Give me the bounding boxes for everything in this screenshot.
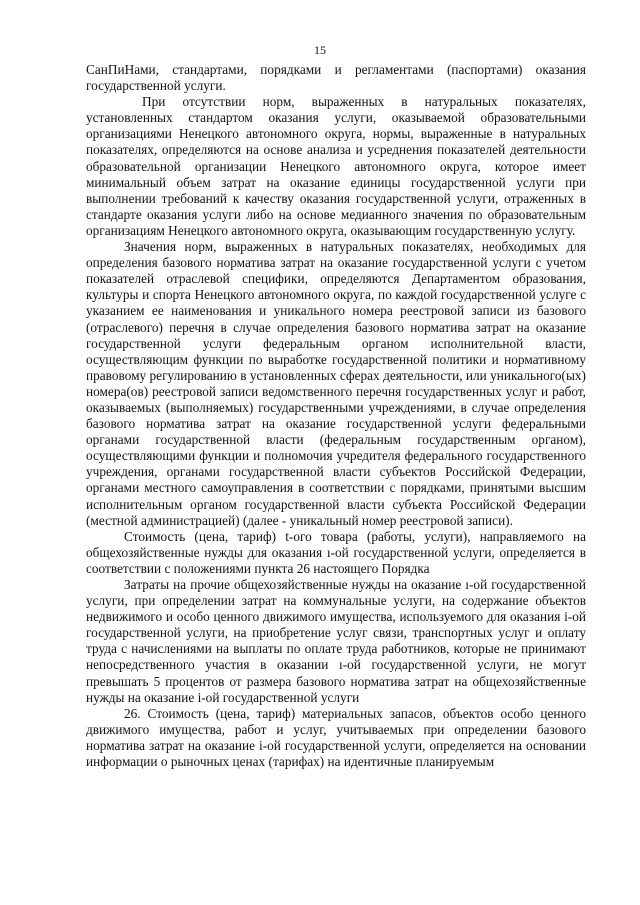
paragraph-norm-values: Значения норм, выраженных в натуральных показателях, необходимых для определения базового норматива затрат на оказание государственной услуги с учетом показателей отраслевой специфики, определяются Департаментом образования, культуры и спорта Ненецкого автономного округа, по каждой государственной услуге с указанием ее наименования и уникального номера реестровой записи из базового (отраслевого) перечня в случае определения базового норматива затрат на оказание государственной услуги федеральным органом исполнительной власти, осуществляющим функции по выработке государственной политики и нормативному правовому регулированию в установленных сферах деятельности, или уникального(ых) номера(ов) реестровой записи ведомственного перечня государственных услуг и работ, оказываемых (выполняемых) государственными учреждениями, в случае определения базового норматива затрат на оказание государственной услуги федеральными органами государственной власти (федеральным государственным органом), осуществляющими функции и полномочия учредителя федерального государственного учреждения, органами государственной власти субъектов Российской Федерации, органами местного самоуправления в соответствии с порядками, принятыми высшим исполнительным органом государственной власти субъекта Российской Федерации (местной администрацией) (далее - уникальный номер реестровой записи). bbox=[86, 239, 586, 528]
document-body bbox=[86, 62, 586, 770]
paragraph-continuation: СанПиНами, стандартами, порядками и регламентами (паспортами) оказания государственной услуги. bbox=[86, 62, 586, 94]
paragraph-other-expenses: Затраты на прочие общехозяйственные нужды на оказание ı-ой государственной услуги, при определении затрат на коммунальные услуги, на содержание объектов недвижимого и особо ценного движимого имущества, используемого для оказания i-ой государственной услуги, на приобретение услуг связи, транспортных услуг и оплату труда с начислениями на выплаты по оплате труда работников, которые не принимают непосредственного участия в оказании ı-ой государственной услуги, не могут превышать 5 процентов от размера базового норматива затрат на общехозяйственные нужды на оказание i-ой государственной услуги bbox=[86, 577, 586, 705]
paragraph-section-26: 26. Стоимость (цена, тариф) материальных запасов, объектов особо ценного движимого имущества, работ и услуг, учитываемых при определении базового норматива затрат на оказание i-ой государственной услуги, определяется на основании информации о рыночных ценах (тарифах) на идентичные планируемым bbox=[86, 705, 586, 770]
paragraph-goods-cost: Стоимость (цена, тариф) t-ого товара (работы, услуги), направляемого на общехозяйственные нужды для оказания ı-ой государственной услуги, определяется в соответствии с положениями пункта 26 настоящего Порядка bbox=[86, 528, 586, 576]
page-number: 15 bbox=[314, 43, 326, 57]
paragraph-norms-absence: При отсутствии норм, выраженных в натуральных показателях, установленных стандартом оказания услуги, оказываемой образовательными организациями Ненецкого автономного округа, нормы, выраженные в натуральных показателях, определяются на основе анализа и усреднения показателей деятельности образовательной организации Ненецкого автономного округа, которое имеет минимальный объем затрат на оказание единицы государственной услуги при выполнении требований к качеству оказания государственной услуги, отраженных в стандарте оказания услуги либо на основе медианного значения по образовательным организациям Ненецкого автономного округа, оказывающим государственную услугу. bbox=[86, 94, 586, 238]
